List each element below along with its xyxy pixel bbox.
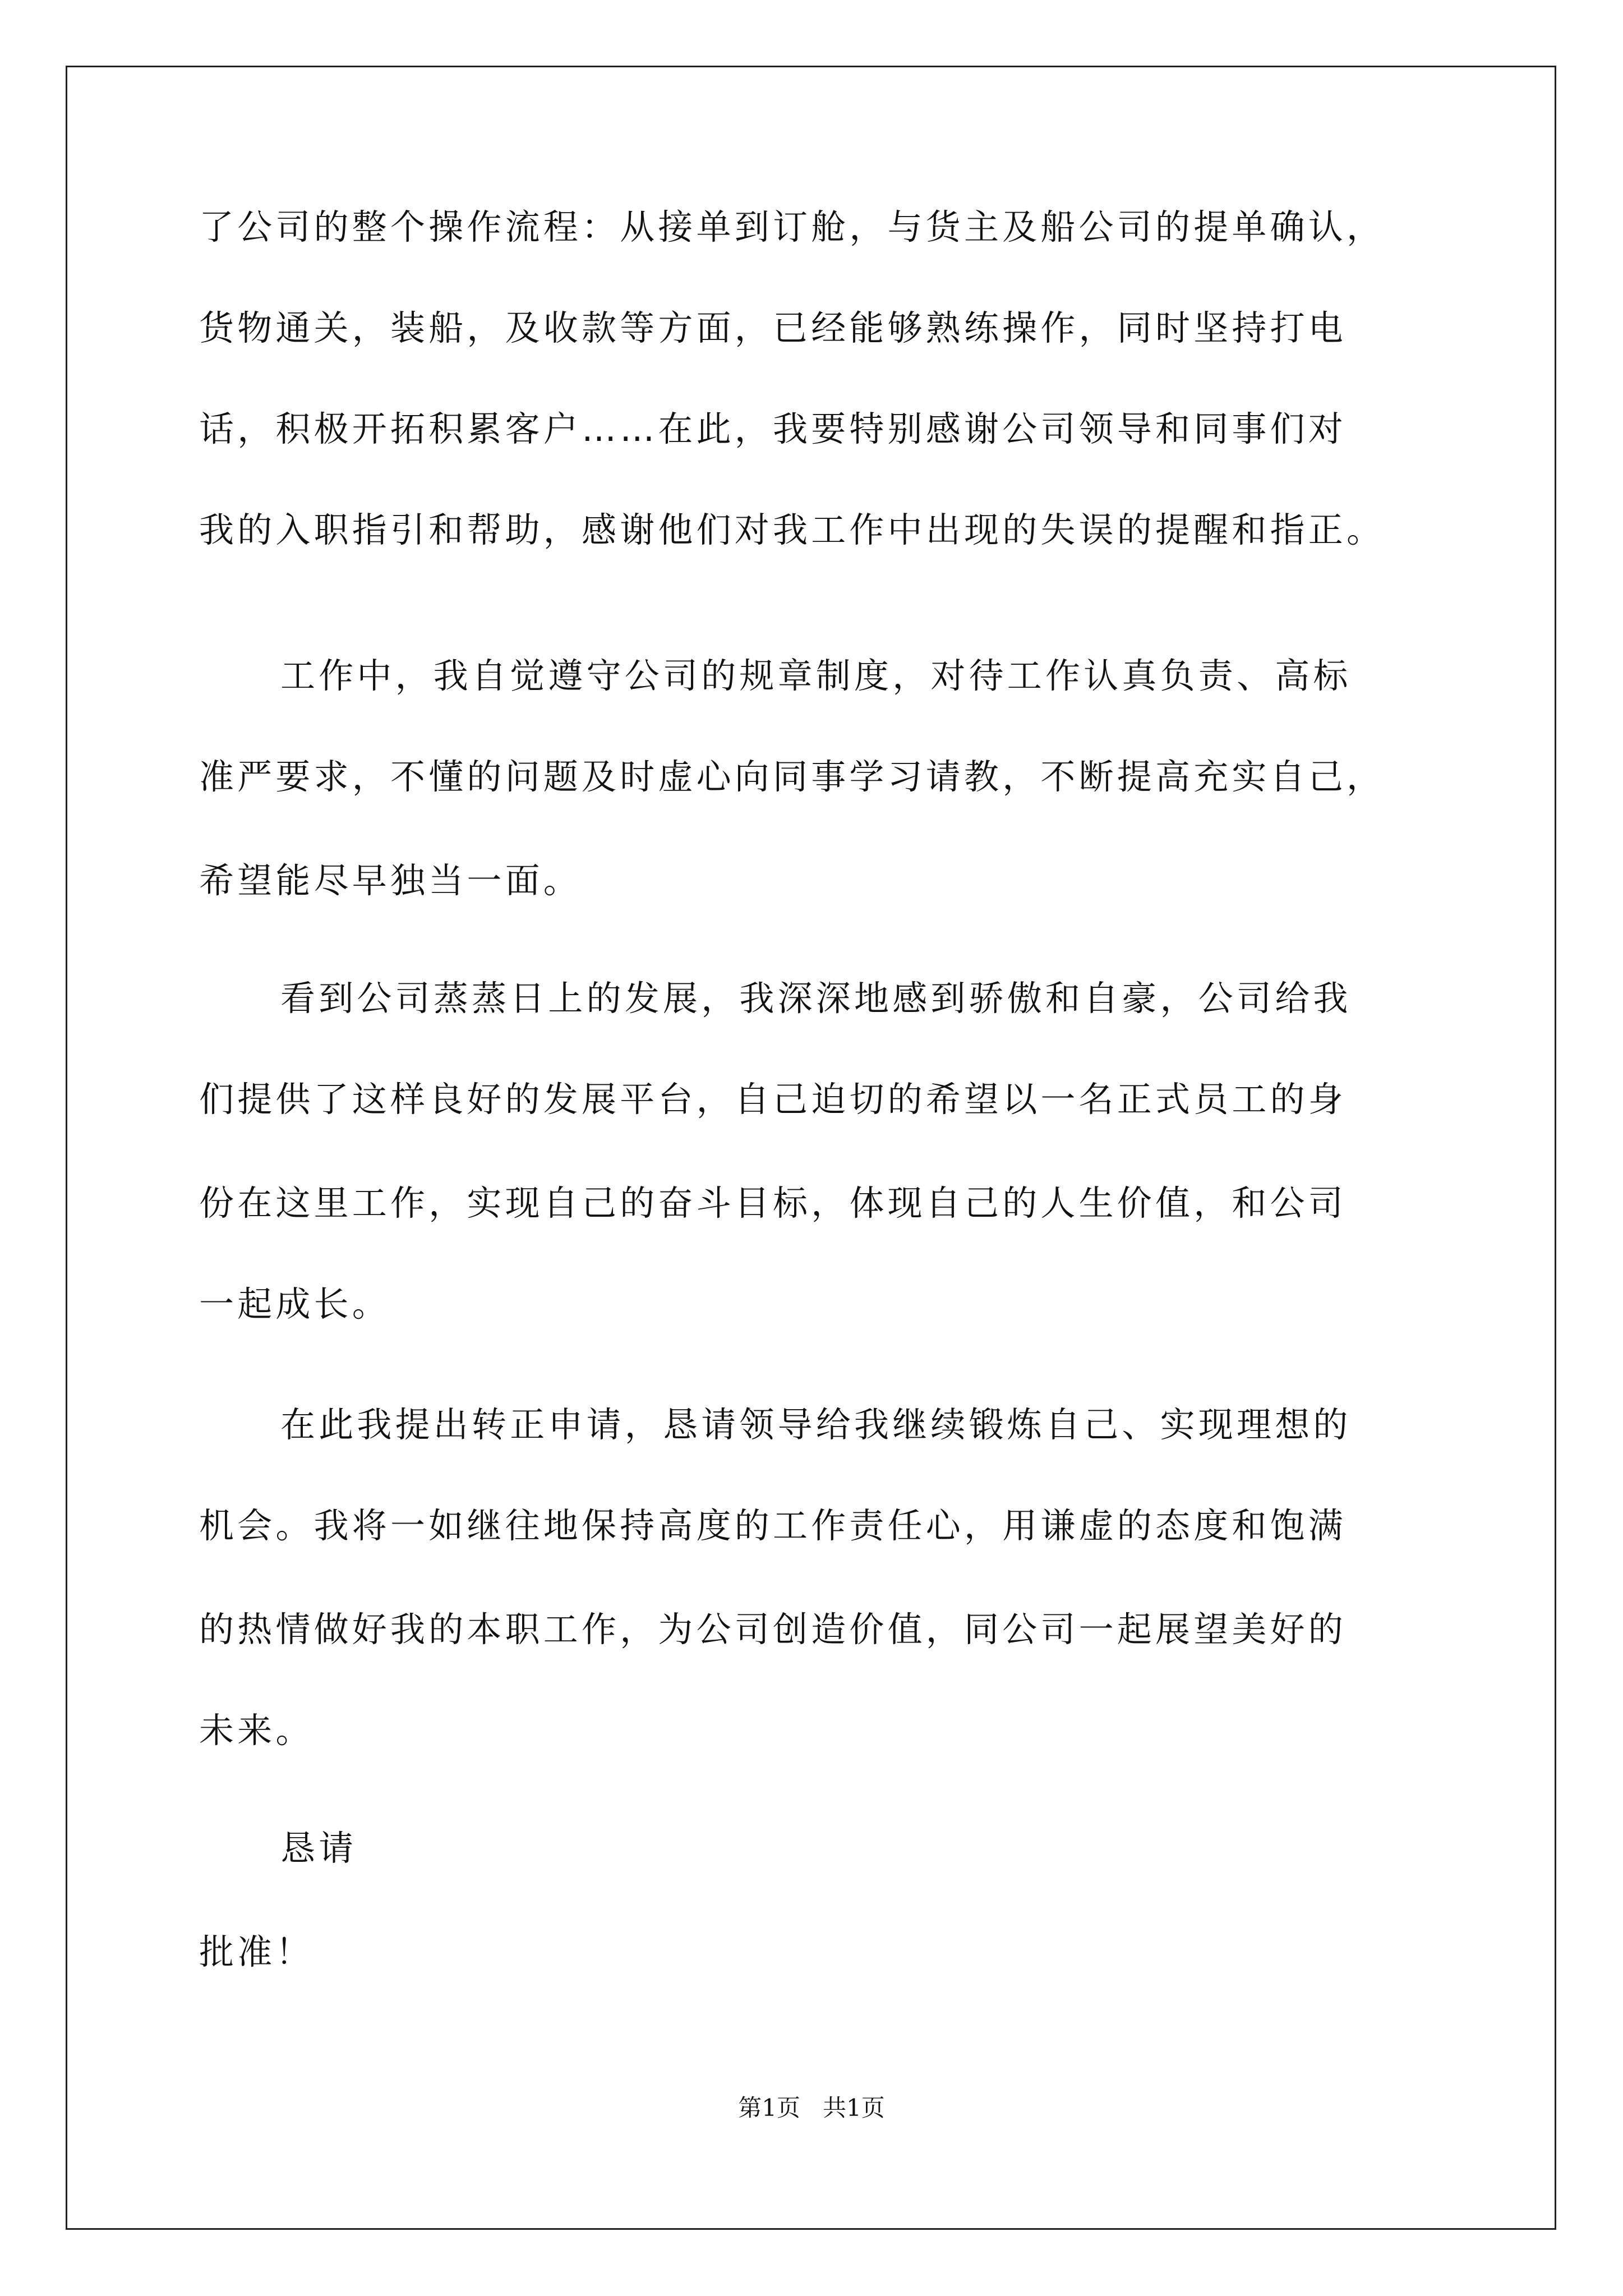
text-line: 批准！ bbox=[199, 1931, 314, 1972]
text-line: 恳请 bbox=[280, 1828, 357, 1869]
text-line: 机会。我将一如继往地保持高度的工作责任心，用谦虚的态度和饱满 bbox=[199, 1505, 1347, 1546]
text-line: 了公司的整个操作流程：从接单到订舱，与货主及船公司的提单确认， bbox=[199, 206, 1385, 247]
text-line: 话，积极开拓积累客户……在此，我要特别感谢公司领导和同事们对 bbox=[199, 408, 1347, 449]
text-line: 看到公司蒸蒸日上的发展，我深深地感到骄傲和自豪，公司给我 bbox=[280, 978, 1352, 1019]
text-line: 一起成长。 bbox=[199, 1283, 391, 1324]
text-line: 份在这里工作，实现自己的奋斗目标，体现自己的人生价值，和公司 bbox=[199, 1182, 1347, 1223]
text-line: 准严要求，不懂的问题及时虚心向同事学习请教，不断提高充实自己， bbox=[199, 756, 1385, 797]
page-footer: 第1页 共1页 bbox=[738, 2094, 885, 2122]
text-line: 货物通关，装船，及收款等方面，已经能够熟练操作，同时坚持打电 bbox=[199, 307, 1347, 348]
text-line: 的热情做好我的本职工作，为公司创造价值，同公司一起展望美好的 bbox=[199, 1609, 1347, 1650]
text-line: 未来。 bbox=[199, 1710, 314, 1751]
text-line: 在此我提出转正申请，恳请领导给我继续锻炼自己、实现理想的 bbox=[280, 1404, 1352, 1445]
text-line: 希望能尽早独当一面。 bbox=[199, 860, 582, 901]
text-line: 我的入职指引和帮助，感谢他们对我工作中出现的失误的提醒和指正。 bbox=[199, 509, 1385, 550]
page-border bbox=[66, 66, 1556, 2230]
text-line: 工作中，我自觉遵守公司的规章制度，对待工作认真负责、高标 bbox=[280, 655, 1352, 696]
text-line: 们提供了这样良好的发展平台，自己迫切的希望以一名正式员工的身 bbox=[199, 1079, 1347, 1120]
